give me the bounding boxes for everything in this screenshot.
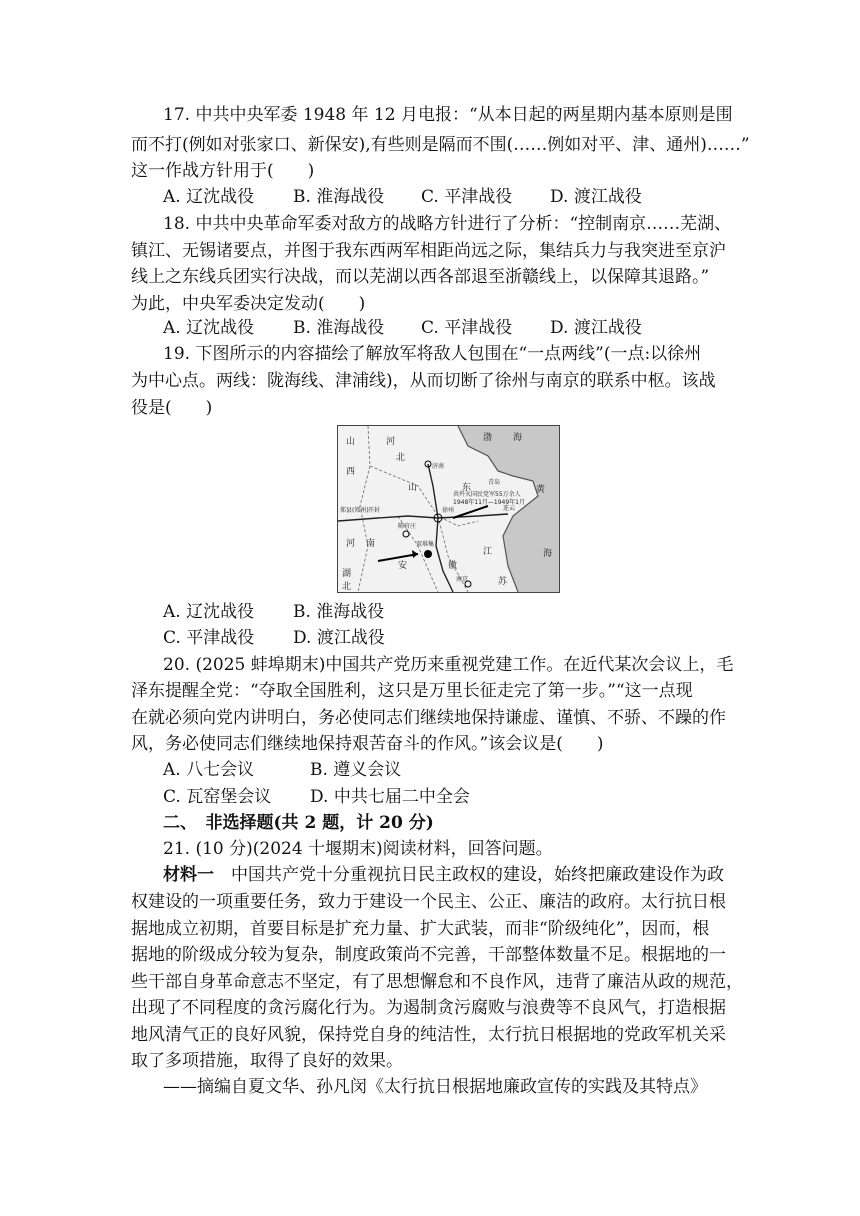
q21-source: ——摘编自夏文华、孙凡闵《太行抗日根据地廉政宣传的实践及其特点》 — [163, 1077, 707, 1097]
map-legend: 1948年11月—1949年1月 — [453, 499, 525, 506]
city-label: 双堆集 — [416, 541, 435, 548]
q17-line-2: 而不打(例如对张家口、新保安),有些则是隔而不围(……例如对平、津、通州)……” — [131, 135, 750, 155]
q21-material-line-6: 出现了不同程度的贪污腐化行为。为遏制贪污腐败与浪费等不良风气，打造根据 — [131, 998, 726, 1018]
q20-option-a[interactable]: A. 八七会议 — [163, 760, 255, 780]
q18-options — [163, 317, 642, 339]
arrow-head — [412, 550, 418, 558]
q18-option-d[interactable]: D. 渡江战役 — [550, 318, 642, 338]
section-heading: 二、 非选择题(共 2 题，计 20 分) — [163, 813, 434, 833]
q20-line-3: 在就必须向党内讲明白，务必使同志们继续地保持谦虚、谨慎、不骄、不躁的作 — [131, 708, 726, 728]
map-label: 江 — [483, 547, 493, 557]
shuangduiji-marker — [424, 550, 432, 558]
q20-line-2: 泽东提醒全党：“夺取全国胜利，这只是万里长征走完了第一步。”“这一点现 — [131, 681, 693, 701]
longhai-railway — [338, 514, 508, 521]
city-label: 陈官庄 — [398, 523, 417, 530]
q17-option-d[interactable]: D. 渡江战役 — [550, 187, 642, 207]
q20-option-b[interactable]: B. 遵义会议 — [310, 760, 402, 780]
q19-options-row2 — [163, 627, 385, 649]
q18-option-b[interactable]: B. 淮海战役 — [293, 318, 385, 338]
q20-option-c[interactable]: C. 瓦窑堡会议 — [163, 787, 272, 807]
sea-label: 海 — [513, 433, 523, 443]
map-label: 安 — [398, 561, 408, 571]
q18-line-2: 镇江、无锡诸要点，并图于我东西两军相距尚远之际，集结兵力与我突进至京沪 — [131, 241, 726, 261]
q20-options-row2 — [163, 786, 470, 808]
chenguanzhuang-marker — [403, 531, 409, 537]
q21-material-line-5: 些干部自身革命意志不坚定，有了思想懈怠和不良作风，违背了廉洁从政的规范， — [131, 972, 743, 992]
city-label: 开封 — [368, 507, 381, 514]
q18-line-4: 为此，中央军委决定发动( ) — [131, 294, 366, 314]
q21-material-line-3: 据地成立初期，首要目标是扩充力量、扩大武装，而非“阶级纯化”，因而，根 — [131, 919, 710, 939]
q17-option-b[interactable]: B. 淮海战役 — [293, 187, 385, 207]
q19-option-c[interactable]: C. 平津战役 — [163, 628, 255, 648]
map-label: 河 — [386, 437, 396, 447]
map-label: 北 — [396, 453, 406, 463]
q19-option-d[interactable]: D. 渡江战役 — [293, 628, 385, 648]
q18-option-a[interactable]: A. 辽沈战役 — [163, 318, 255, 338]
q17-line-1: 17. 中共中央军委 1948 年 12 月电报：“从本日起的两星期内基本原则是围 — [163, 105, 733, 125]
map-label: 苏 — [498, 577, 508, 587]
city-label: 徐州 — [442, 507, 455, 514]
attack-arrow — [378, 554, 418, 561]
q21-material-line-7: 地风清气正的良好风貌，保持党自身的纯洁性，太行抗日根据地的党政军机关采 — [131, 1025, 726, 1045]
q17-line-3: 这一作战方针用于( ) — [131, 161, 315, 181]
q17-option-a[interactable]: A. 辽沈战役 — [163, 187, 255, 207]
sea-label: 渤 — [483, 433, 493, 443]
map-label: 山 — [346, 437, 356, 447]
city-label: 济南 — [432, 463, 445, 470]
q18-option-c[interactable]: C. 平津战役 — [421, 318, 513, 338]
q20-line-1: 20. (2025 蚌埠期末)中国共产党历来重视党建工作。在近代某次会议上，毛 — [163, 655, 734, 675]
q20-option-d[interactable]: D. 中共七届二中全会 — [310, 787, 470, 807]
city-label: 青岛 — [488, 479, 501, 486]
q19-line-2: 为中心点。两线：陇海线、津浦线)，从而切断了徐州与南京的联系中枢。该战 — [131, 371, 716, 391]
jinpu-railway — [428, 464, 453, 592]
q19-line-3: 役是( ) — [131, 398, 213, 418]
map-label: 河 — [346, 539, 356, 549]
q19-line-1: 19. 下图所示的内容描绘了解放军将敌人包围在“一点两线”(一点:以徐州 — [163, 344, 702, 364]
q18-line-1: 18. 中共中央革命军委对敌方的战略方针进行了分析：“控制南京……芜湖、 — [163, 214, 732, 234]
q18-line-3: 线上之东线兵团实行决战，而以芜湖以西各部退至浙赣线上，以保障其退路。” — [131, 267, 710, 287]
q21-intro: 21. (10 分)(2024 十堰期末)阅读材料，回答问题。 — [163, 839, 553, 859]
map-label: 山 — [408, 483, 418, 493]
q21-material-line-1 — [163, 864, 724, 886]
material-text: 中国共产党十分重视抗日民主政权的建设，始终把廉政建设作为政 — [231, 865, 724, 885]
city-label: 南京 — [456, 576, 469, 583]
city-label: 连云 — [503, 505, 516, 512]
q17-options — [163, 186, 642, 208]
q19-option-b[interactable]: B. 淮海战役 — [293, 602, 385, 622]
sea-label: 黄 — [536, 485, 546, 495]
map-label: 东 — [462, 483, 472, 493]
q21-material-line-4: 据地的阶级成分较为复杂，制度政策尚不完善，干部整体数量不足。根据地的一 — [131, 945, 726, 965]
q19-option-a[interactable]: A. 辽沈战役 — [163, 602, 255, 622]
q21-material-line-8: 取了多项措施，取得了良好的效果。 — [131, 1051, 403, 1071]
q20-line-4: 风，务必使同志们继续地保持艰苦奋斗的作风。”该会议是( ) — [131, 734, 604, 754]
q19-options-row1 — [163, 601, 384, 623]
city-label: 郑县(郑州) — [340, 507, 369, 514]
map-label: 徽 — [448, 561, 458, 571]
map-label: 西 — [346, 467, 356, 477]
q20-options-row1 — [163, 759, 401, 781]
huaihai-campaign-map — [337, 425, 560, 593]
material-label: 材料一 — [163, 865, 214, 885]
map-label: 北 — [342, 582, 352, 592]
map-label: 湖 — [342, 569, 352, 579]
map-label: 南 — [366, 539, 376, 549]
q17-option-c[interactable]: C. 平津战役 — [421, 187, 513, 207]
sea-label: 海 — [543, 549, 553, 559]
map-legend: 共歼灭国民党军55万余人 — [453, 491, 521, 498]
q21-material-line-2: 权建设的一项重要任务，致力于建设一个民主、公正、廉洁的政府。太行抗日根 — [131, 892, 726, 912]
